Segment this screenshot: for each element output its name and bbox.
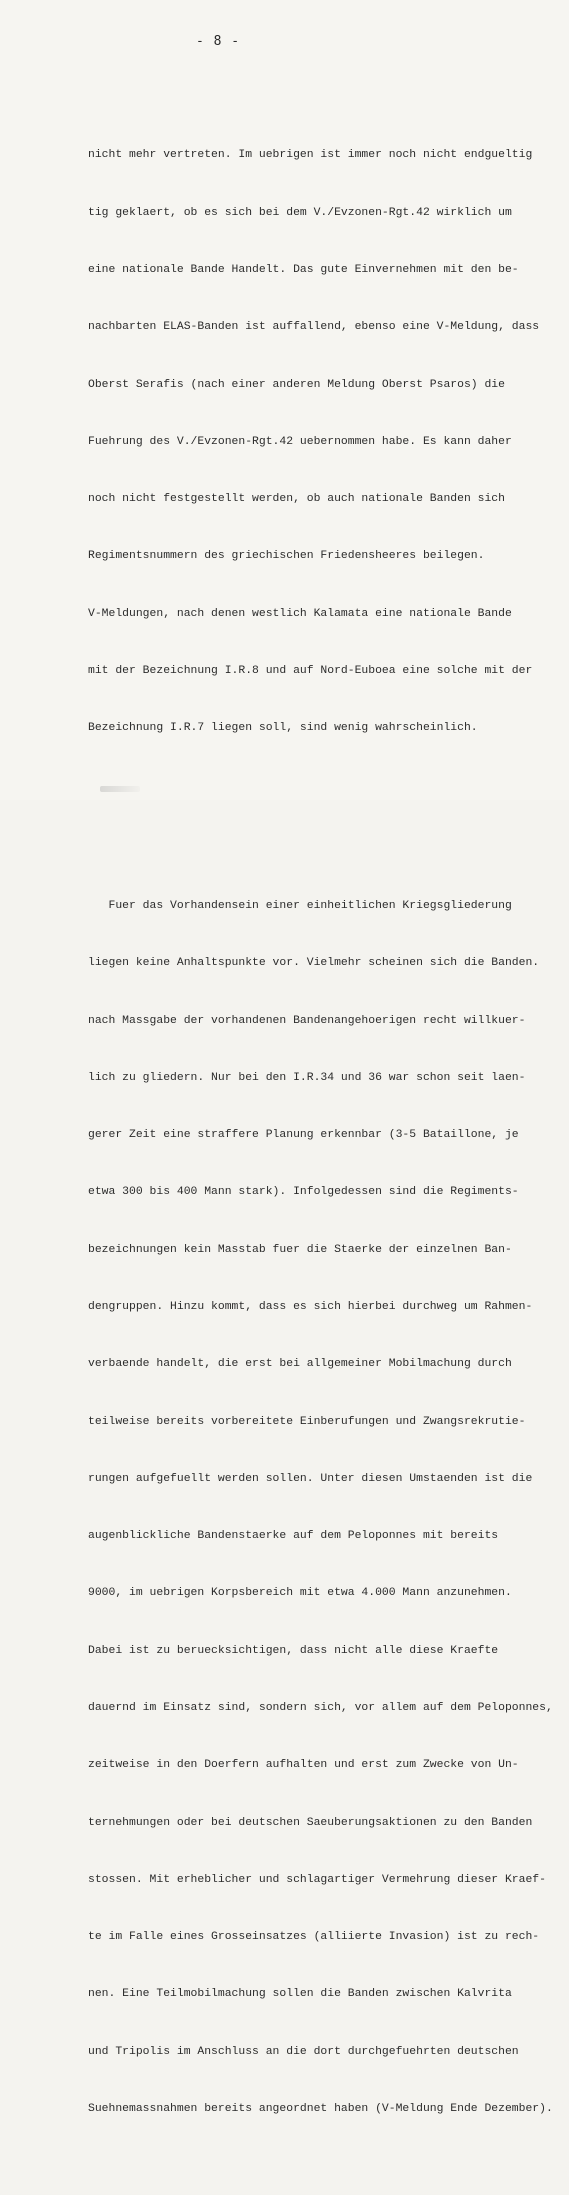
scan-smudge: [100, 786, 140, 792]
text-line: rungen aufgefuellt werden sollen. Unter diesen Umstaenden ist die: [88, 1472, 533, 1485]
page-number: - 8 -: [196, 34, 241, 49]
text-line: Suehnemassnahmen bereits angeordnet haben (V-Meldung Ende Dezember).: [88, 2102, 553, 2115]
text-line: lich zu gliedern. Nur bei den I.R.34 und 36 war schon seit laen-: [88, 1071, 526, 1084]
text-line: te im Falle eines Grosseinsatzes (alliierte Invasion) ist zu rech-: [88, 1931, 540, 1944]
paragraph-2: [88, 859, 558, 2157]
text-line: augenblickliche Bandenstaerke auf dem Peloponnes mit bereits: [88, 1530, 499, 1543]
text-line: liegen keine Anhaltspunkte vor. Vielmehr scheinen sich die Banden.: [88, 957, 540, 970]
text-line: stossen. Mit erheblicher und schlagartiger Vermehrung dieser Kraef-: [88, 1873, 546, 1886]
text-line: V-Meldungen, nach denen westlich Kalamata eine nationale Bande: [88, 607, 512, 620]
text-line: noch nicht festgestellt werden, ob auch nationale Banden sich: [88, 493, 505, 506]
text-line: bezeichnungen kein Masstab fuer die Staerke der einzelnen Ban-: [88, 1243, 512, 1256]
text-line: und Tripolis im Anschluss an die dort durchgefuehrten deutschen: [88, 2045, 519, 2058]
text-line: Fuehrung des V./Evzonen-Rgt.42 uebernommen habe. Es kann daher: [88, 435, 512, 448]
text-line: ternehmungen oder bei deutschen Saeuberungsaktionen zu den Banden: [88, 1816, 533, 1829]
text-line: teilweise bereits vorbereitete Einberufungen und Zwangsrekrutie-: [88, 1415, 526, 1428]
paragraph-gap: [88, 815, 558, 821]
text-line: nach Massgabe der vorhandenen Bandenangehoerigen recht willkuer-: [88, 1014, 526, 1027]
text-line: Oberst Serafis (nach einer anderen Meldung Oberst Psaros) die: [88, 378, 505, 391]
text-line: 9000, im uebrigen Korpsbereich mit etwa 4.000 Mann anzunehmen.: [88, 1587, 512, 1600]
text-line: nachbarten ELAS-Banden ist auffallend, ebenso eine V-Meldung, dass: [88, 321, 540, 334]
text-line: gerer Zeit eine straffere Planung erkennbar (3-5 Bataillone, je: [88, 1129, 519, 1142]
text-line: Fuer das Vorhandensein einer einheitlichen Kriegsgliederung: [88, 900, 512, 913]
text-line: etwa 300 bis 400 Mann stark). Infolgedessen sind die Regiments-: [88, 1186, 519, 1199]
document-body: [88, 70, 558, 2195]
text-line: nicht mehr vertreten. Im uebrigen ist immer noch nicht endgueltig: [88, 149, 533, 162]
paragraph-1: [88, 108, 558, 776]
text-line: Regimentsnummern des griechischen Friedensheeres beilegen.: [88, 550, 485, 563]
text-line: eine nationale Bande Handelt. Das gute Einvernehmen mit den be-: [88, 263, 519, 276]
text-line: dengruppen. Hinzu kommt, dass es sich hierbei durchweg um Rahmen-: [88, 1301, 533, 1313]
text-line: tig geklaert, ob es sich bei dem V./Evzonen-Rgt.42 wirklich um: [88, 206, 512, 219]
text-line: Dabei ist zu beruecksichtigen, dass nicht alle diese Kraefte: [88, 1644, 499, 1657]
text-line: Bezeichnung I.R.7 liegen soll, sind wenig wahrscheinlich.: [88, 722, 478, 735]
text-line: dauernd im Einsatz sind, sondern sich, vor allem auf dem Peloponnes,: [88, 1701, 553, 1714]
text-line: zeitweise in den Doerfern aufhalten und erst zum Zwecke von Un-: [88, 1759, 519, 1772]
text-line: mit der Bezeichnung I.R.8 und auf Nord-Euboea eine solche mit der: [88, 664, 533, 677]
text-line: nen. Eine Teilmobilmachung sollen die Banden zwischen Kalvrita: [88, 1988, 512, 2001]
text-line: verbaende handelt, die erst bei allgemeiner Mobilmachung durch: [88, 1358, 512, 1371]
